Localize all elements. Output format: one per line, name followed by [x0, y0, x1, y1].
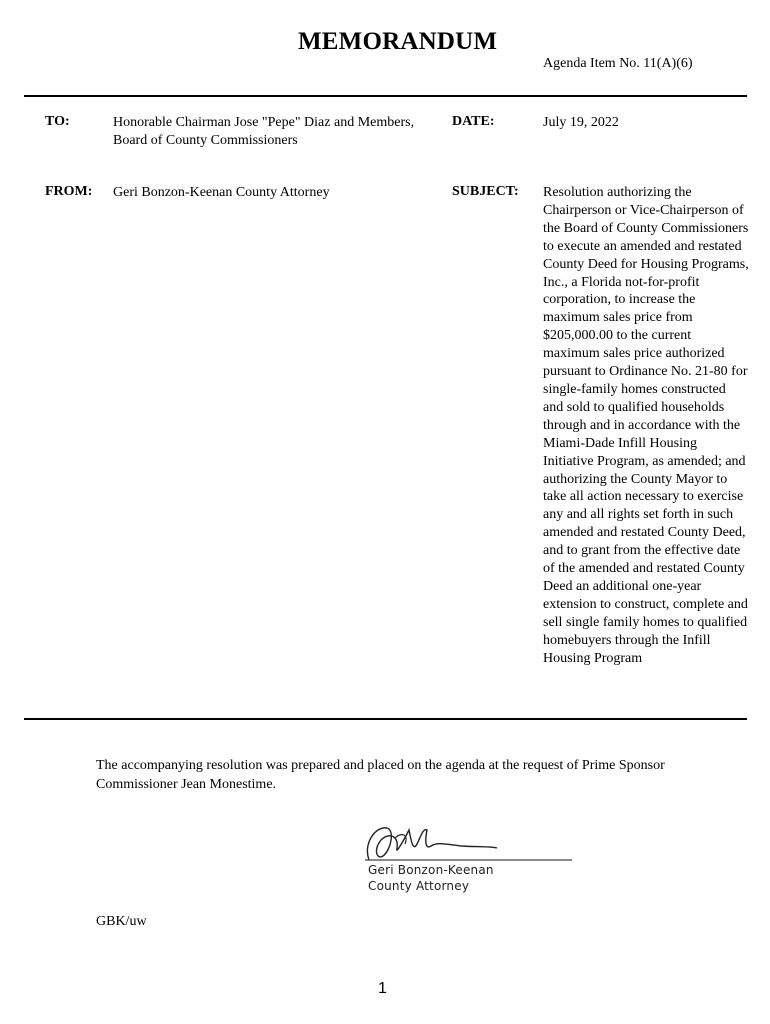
subject-value: Resolution authorizing the Chairperson or Vice-Chairperson of the Board of County Commissioners to execute an amended and restated County Deed for Housing Programs, Inc., a Florida not-for-profit corporation, to increase the maximum sales price from $205,000.00 to the current maximum sales price authorized pursuant to Ordinance No. 21-80 for single-family homes constructed and sold to qualified households through and in accordance with the Miami-Dade Infill Housing Initiative Program, as amended; and authorizing the County Mayor to take all action necessary to exercise any and all rights set forth in such amended and restated County Deed, and to grant from the effective date of the amended and restated County Deed an additional one-year extension to construct, complete and sell single family homes to qualified homebuyers through the Infill Housing Program: [543, 185, 749, 666]
signature-block: [368, 862, 494, 894]
signature-image: [365, 820, 580, 868]
top-rule: [24, 95, 747, 97]
subject-label: SUBJECT:: [452, 184, 519, 199]
initials: GBK/uw: [96, 914, 147, 929]
agenda-item: Agenda Item No. 11(A)(6): [543, 56, 693, 71]
to-label: TO:: [45, 114, 70, 129]
memo-title: MEMORANDUM: [298, 28, 498, 55]
date-value: July 19, 2022: [543, 115, 619, 130]
bottom-rule: [24, 718, 747, 720]
to-value: Honorable Chairman Jose "Pepe" Diaz and Members, Board of County Commissioners: [113, 115, 415, 148]
body-paragraph: The accompanying resolution was prepared and placed on the agenda at the request of Prime Sponsor Commissioner Jean Monestime.: [96, 758, 665, 792]
signature-name: Geri Bonzon-Keenan: [368, 863, 494, 877]
date-label: DATE:: [452, 114, 495, 129]
page-number: 1: [378, 980, 387, 997]
signature-title: County Attorney: [368, 879, 470, 893]
from-label: FROM:: [45, 184, 93, 199]
from-value: Geri Bonzon-Keenan County Attorney: [113, 185, 330, 200]
